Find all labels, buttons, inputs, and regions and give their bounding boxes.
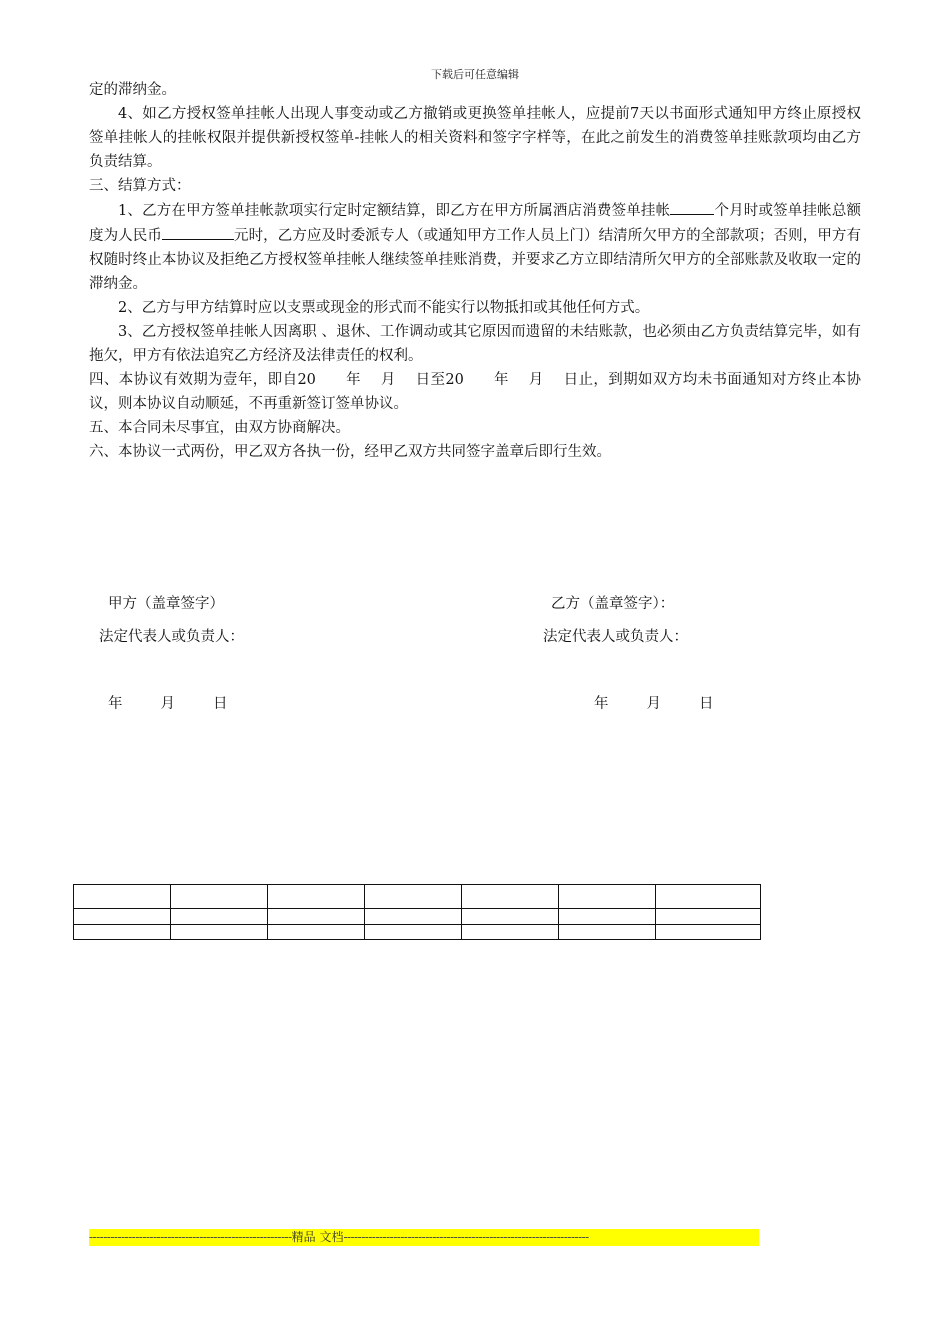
party-a-date xyxy=(108,692,266,713)
footer-banner xyxy=(89,1229,759,1246)
settlement-text-2: 个月时或签单挂帐总额度为人民币 xyxy=(89,203,861,244)
party-b-label: 乙方（盖章签字）： xyxy=(551,596,675,612)
party-b-date xyxy=(594,692,752,713)
day-label: 日 xyxy=(213,696,228,712)
page-header-note: 下载后可任意编辑 xyxy=(431,68,519,81)
table-cell xyxy=(268,925,365,940)
paragraph-validity: 四、本协议有效期为壹年，即自20 年 月 日至20 年 月 日止，到期如双方均未书面通知对方终止本协议，则本协议自动顺延，不再重新签订签单协议。 xyxy=(89,372,861,412)
month-label: 月 xyxy=(160,696,175,712)
table-cell xyxy=(656,909,761,925)
paragraph-signer-change: 4、如乙方授权签单挂帐人出现人事变动或乙方撤销或更换签单挂帐人，应提前7天以书面形式通知甲方终止原授权签单挂帐人的挂帐权限并提供新授权签单-挂帐人的相关资料和签字字样等，在此之前发生的消费签单挂账款项均由乙方负责结算。 xyxy=(89,106,861,170)
footer-label: 精品 文档 xyxy=(291,1230,344,1244)
empty-table xyxy=(73,884,761,940)
year-label: 年 xyxy=(594,696,609,712)
table-cell xyxy=(171,925,268,940)
table-cell xyxy=(365,909,462,925)
table-cell xyxy=(462,925,559,940)
paragraph-unresolved: 五、本合同未尽事宜，由双方协商解决。 xyxy=(89,420,350,436)
paragraph-settlement-terms xyxy=(89,198,861,296)
table-cell xyxy=(656,885,761,909)
table-row xyxy=(74,909,761,925)
table-cell xyxy=(656,925,761,940)
table-cell xyxy=(462,885,559,909)
month-label: 月 xyxy=(646,696,661,712)
party-b-rep-label: 法定代表人或负责人： xyxy=(543,629,688,645)
party-a-rep-label: 法定代表人或负责人： xyxy=(99,629,244,645)
table-cell xyxy=(365,885,462,909)
settlement-text-1: 1、乙方在甲方签单挂帐款项实行定时定额结算，即乙方在甲方所属酒店消费签单挂帐 xyxy=(118,203,671,219)
table-cell xyxy=(268,885,365,909)
table-cell xyxy=(365,925,462,940)
table-cell xyxy=(559,909,656,925)
year-label: 年 xyxy=(108,696,123,712)
paragraph-copies: 六、本协议一式两份，甲乙双方各执一份，经甲乙双方共同签字盖章后即行生效。 xyxy=(89,444,611,460)
table-cell xyxy=(268,909,365,925)
settlement-text-3: 元时，乙方应及时委派专人（或通知甲方工作人员上门）结清所欠甲方的全部款项；否则，甲方有权随时终止本协议及拒绝乙方授权签单挂帐人继续签单挂账消费，并要求乙方立即结清所欠甲方的全部账款及收取一定的滞纳金。 xyxy=(89,228,862,292)
table-cell xyxy=(171,909,268,925)
footer-dash-left: --------------------------------------------------------- xyxy=(89,1230,292,1244)
table-cell xyxy=(74,925,171,940)
table-cell xyxy=(462,909,559,925)
paragraph-late-fee-end: 定的滞纳金。 xyxy=(89,82,176,98)
table-cell xyxy=(171,885,268,909)
table-cell xyxy=(74,909,171,925)
party-a-label: 甲方（盖章签字） xyxy=(108,596,224,612)
table-cell xyxy=(559,885,656,909)
amount-blank[interactable] xyxy=(162,223,234,240)
paragraph-departed-signer: 3、乙方授权签单挂帐人因离职 、退休、工作调动或其它原因而遗留的未结账款，也必须由乙方负责结算完毕，如有拖欠，甲方有依法追究乙方经济及法律责任的权利。 xyxy=(89,324,861,364)
footer-dash-right: --------------------------------------------------------------------- xyxy=(343,1230,589,1244)
section-settlement-heading: 三、结算方式： xyxy=(89,178,191,194)
day-label: 日 xyxy=(699,696,714,712)
table-row xyxy=(74,885,761,909)
table-cell xyxy=(74,885,171,909)
table-cell xyxy=(559,925,656,940)
paragraph-payment-method: 2、乙方与甲方结算时应以支票或现金的形式而不能实行以物抵扣或其他任何方式。 xyxy=(118,300,650,316)
months-blank[interactable] xyxy=(670,198,714,215)
table-row xyxy=(74,925,761,940)
agreement-body xyxy=(89,78,861,464)
